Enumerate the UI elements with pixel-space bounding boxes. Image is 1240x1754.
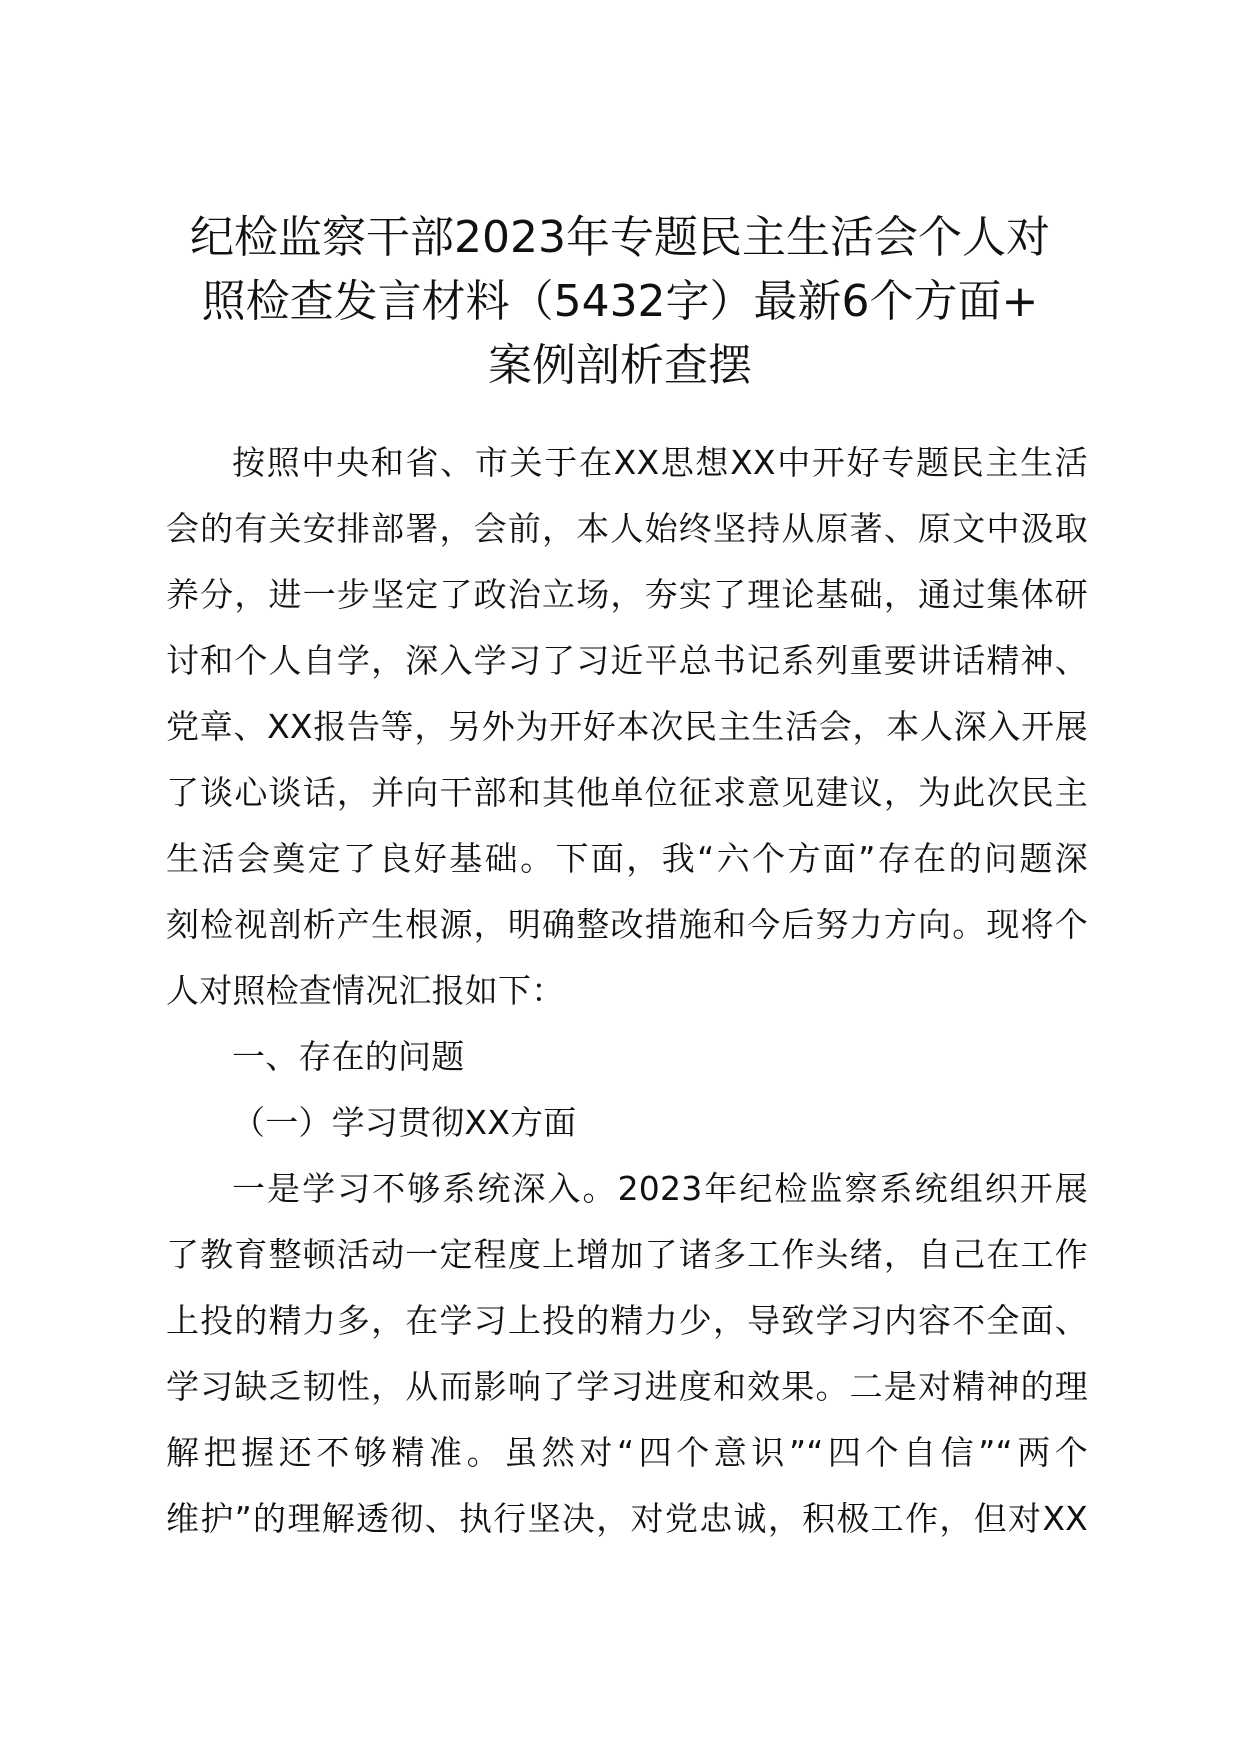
document-title — [150, 206, 1090, 398]
document-body — [166, 430, 1088, 1552]
title-line: 纪检监察干部2023年专题民主生活会个人对 — [190, 212, 1050, 263]
title-line: 照检查发言材料（5432字）最新6个方面+ — [201, 276, 1039, 327]
section-paragraph-line: 了教育整顿活动一定程度上增加了诸多工作头绪，自己在工作 — [166, 1235, 1088, 1274]
section-paragraph-line: 上投的精力多，在学习上投的精力少，导致学习内容不全面、 — [166, 1301, 1088, 1340]
section-paragraph-line: 学习缺乏韧性，从而影响了学习进度和效果。二是对精神的理 — [166, 1367, 1088, 1406]
intro-paragraph-line: 人对照检查情况汇报如下： — [166, 971, 565, 1010]
intro-paragraph-line: 按照中央和省、市关于在XX思想XX中开好专题民主生活 — [232, 443, 1088, 482]
intro-paragraph-line: 党章、XX报告等，另外为开好本次民主生活会，本人深入开展 — [166, 707, 1088, 746]
section-paragraph-line: 一是学习不够系统深入。2023年纪检监察系统组织开展 — [232, 1169, 1088, 1208]
section-paragraph-line: 解把握还不够精准。虽然对“四个意识”“四个自信”“两个 — [166, 1433, 1088, 1472]
intro-paragraph-line: 生活会奠定了良好基础。下面，我“六个方面”存在的问题深 — [166, 839, 1088, 878]
intro-paragraph-line: 刻检视剖析产生根源，明确整改措施和今后努力方向。现将个 — [166, 905, 1088, 944]
intro-paragraph-line: 了谈心谈话，并向干部和其他单位征求意见建议，为此次民主 — [166, 773, 1088, 812]
title-line: 案例剖析查摆 — [488, 340, 752, 391]
section-heading: 一、存在的问题 — [232, 1037, 465, 1076]
intro-paragraph-line: 讨和个人自学，深入学习了习近平总书记系列重要讲话精神、 — [166, 641, 1088, 680]
intro-paragraph-line: 养分，进一步坚定了政治立场，夯实了理论基础，通过集体研 — [166, 575, 1088, 614]
intro-paragraph-line: 会的有关安排部署，会前，本人始终坚持从原著、原文中汲取 — [166, 509, 1088, 548]
section-paragraph-line: 维护”的理解透彻、执行坚决，对党忠诚，积极工作，但对XX — [166, 1499, 1088, 1538]
subsection-heading: （一）学习贯彻XX方面 — [232, 1103, 577, 1142]
